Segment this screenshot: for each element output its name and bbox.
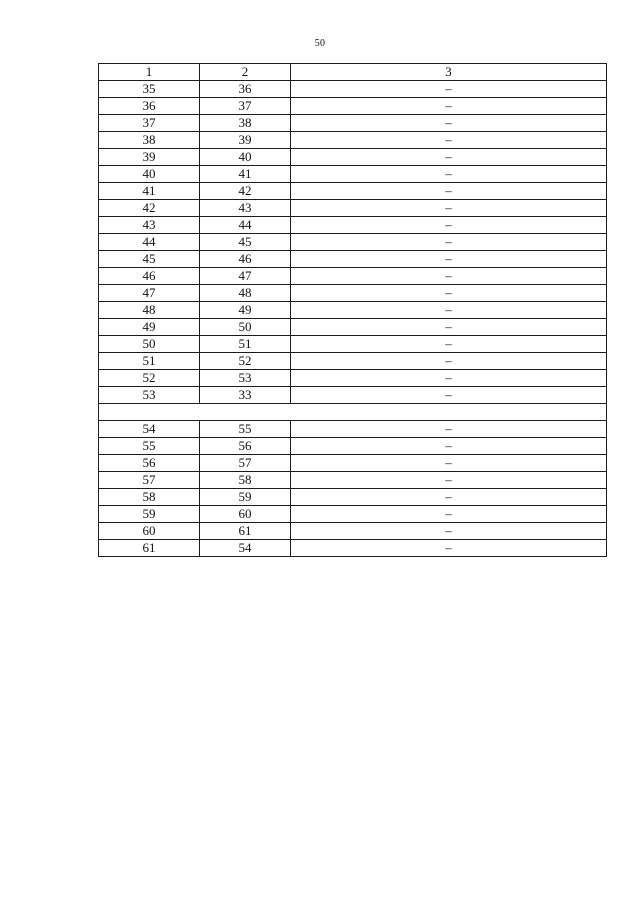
table-cell-col-3: – [291, 183, 607, 200]
table-row [99, 251, 607, 268]
table-cell-col-3: – [291, 438, 607, 455]
table-cell-col-1: 56 [99, 455, 200, 472]
table-row [99, 285, 607, 302]
table-row [99, 438, 607, 455]
table-row [99, 455, 607, 472]
table-cell-col-2: 39 [200, 132, 291, 149]
table-row [99, 540, 607, 557]
table-cell-col-3: – [291, 115, 607, 132]
table-cell-col-3: – [291, 166, 607, 183]
table-row [99, 166, 607, 183]
group-separator-cell [99, 404, 607, 421]
table-cell-col-3: – [291, 336, 607, 353]
table-cell-col-1: 46 [99, 268, 200, 285]
table-cell-col-3: – [291, 523, 607, 540]
table-row [99, 421, 607, 438]
table-row [99, 370, 607, 387]
table-row [99, 336, 607, 353]
table-cell-col-3: – [291, 302, 607, 319]
table-cell-col-3: – [291, 149, 607, 166]
table-cell-col-2: 60 [200, 506, 291, 523]
table-row [99, 98, 607, 115]
table-cell-col-2: 49 [200, 302, 291, 319]
header-row [99, 64, 607, 81]
table-cell-col-3: – [291, 98, 607, 115]
table-cell-col-1: 50 [99, 336, 200, 353]
table-row [99, 387, 607, 404]
table-cell-col-2: 38 [200, 115, 291, 132]
table-cell-col-1: 39 [99, 149, 200, 166]
page-number: 50 [314, 38, 326, 49]
table-cell-col-2: 50 [200, 319, 291, 336]
table-row [99, 489, 607, 506]
table-cell-col-2: 55 [200, 421, 291, 438]
table-cell-col-3: – [291, 319, 607, 336]
table-cell-col-1: 41 [99, 183, 200, 200]
table-cell-col-3: – [291, 370, 607, 387]
table-row [99, 115, 607, 132]
table-cell-col-1: 54 [99, 421, 200, 438]
table-cell-col-2: 37 [200, 98, 291, 115]
table-body [99, 64, 607, 557]
table-cell-col-2: 33 [200, 387, 291, 404]
column-header-3: 3 [291, 64, 607, 81]
table-cell-col-3: – [291, 132, 607, 149]
table-cell-col-2: 43 [200, 200, 291, 217]
table-cell-col-1: 51 [99, 353, 200, 370]
table-cell-col-3: – [291, 455, 607, 472]
table-cell-col-1: 60 [99, 523, 200, 540]
table-cell-col-2: 41 [200, 166, 291, 183]
table-cell-col-3: – [291, 353, 607, 370]
table-row [99, 81, 607, 98]
table-cell-col-2: 46 [200, 251, 291, 268]
table-row [99, 234, 607, 251]
data-table [98, 63, 607, 557]
column-header-1: 1 [99, 64, 200, 81]
table-cell-col-2: 57 [200, 455, 291, 472]
table-cell-col-1: 37 [99, 115, 200, 132]
table-cell-col-1: 48 [99, 302, 200, 319]
table-row [99, 506, 607, 523]
table-row [99, 200, 607, 217]
table-cell-col-2: 51 [200, 336, 291, 353]
table-cell-col-3: – [291, 489, 607, 506]
table-cell-col-1: 53 [99, 387, 200, 404]
group-separator-row [99, 404, 607, 421]
table-cell-col-3: – [291, 200, 607, 217]
column-header-2: 2 [200, 64, 291, 81]
table-cell-col-2: 58 [200, 472, 291, 489]
table-cell-col-3: – [291, 472, 607, 489]
table-cell-col-1: 58 [99, 489, 200, 506]
table-cell-col-2: 54 [200, 540, 291, 557]
table-cell-col-1: 59 [99, 506, 200, 523]
table-cell-col-1: 57 [99, 472, 200, 489]
table-cell-col-1: 38 [99, 132, 200, 149]
table-cell-col-1: 45 [99, 251, 200, 268]
table-row [99, 302, 607, 319]
table-cell-col-2: 59 [200, 489, 291, 506]
table-cell-col-3: – [291, 506, 607, 523]
table-cell-col-1: 61 [99, 540, 200, 557]
table-cell-col-2: 36 [200, 81, 291, 98]
table-cell-col-2: 45 [200, 234, 291, 251]
table-row [99, 523, 607, 540]
table-cell-col-1: 43 [99, 217, 200, 234]
table-cell-col-2: 40 [200, 149, 291, 166]
table-row [99, 319, 607, 336]
table-cell-col-3: – [291, 217, 607, 234]
table-cell-col-2: 42 [200, 183, 291, 200]
table-cell-col-3: – [291, 387, 607, 404]
table-row [99, 149, 607, 166]
table-cell-col-3: – [291, 540, 607, 557]
table-cell-col-2: 52 [200, 353, 291, 370]
table-cell-col-1: 36 [99, 98, 200, 115]
table-cell-col-1: 47 [99, 285, 200, 302]
table-cell-col-1: 52 [99, 370, 200, 387]
table-row [99, 268, 607, 285]
table-cell-col-1: 42 [99, 200, 200, 217]
table-row [99, 217, 607, 234]
table-cell-col-1: 55 [99, 438, 200, 455]
table-row [99, 472, 607, 489]
table-row [99, 183, 607, 200]
table-cell-col-1: 40 [99, 166, 200, 183]
table-cell-col-2: 48 [200, 285, 291, 302]
table-cell-col-2: 56 [200, 438, 291, 455]
table-cell-col-3: – [291, 268, 607, 285]
table-row [99, 132, 607, 149]
table-cell-col-3: – [291, 251, 607, 268]
table-cell-col-3: – [291, 285, 607, 302]
table-cell-col-2: 61 [200, 523, 291, 540]
table-cell-col-1: 44 [99, 234, 200, 251]
table-row [99, 353, 607, 370]
table-cell-col-3: – [291, 421, 607, 438]
table-cell-col-1: 49 [99, 319, 200, 336]
table-cell-col-2: 44 [200, 217, 291, 234]
table-cell-col-3: – [291, 234, 607, 251]
table-cell-col-2: 47 [200, 268, 291, 285]
table-cell-col-2: 53 [200, 370, 291, 387]
table-cell-col-3: – [291, 81, 607, 98]
table-cell-col-1: 35 [99, 81, 200, 98]
